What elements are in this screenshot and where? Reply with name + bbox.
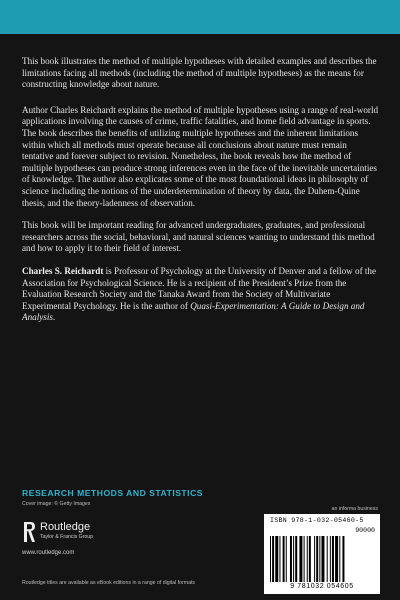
author-bio-text: is Professor of Psychology at the University of Denver and a fellow of the Association for Psychological Science. He is a recipient of the President’s Prize from the Evaluation Research Society and the Tanaka Award from the Society of Multivariate Experimental Psychology. He is the author of xyxy=(22,265,377,311)
publisher-group: Taylor & Francis Group xyxy=(40,534,94,540)
series-title: RESEARCH METHODS AND STATISTICS xyxy=(22,488,204,498)
barcode-digits: 9 781032 054605 xyxy=(290,583,354,590)
barcode-bar xyxy=(304,536,305,582)
barcode-bar xyxy=(270,536,271,582)
barcode-bar xyxy=(327,536,328,582)
barcode-bar xyxy=(290,536,292,582)
isbn-text: ISBN 978-1-032-05460-5 xyxy=(270,517,364,524)
informa-business-tag: an informa business xyxy=(331,506,378,512)
blurb-paragraph-1: This book illustrates the method of multiple hypotheses with detailed examples and describes the limitations facing all methods (including the method of multiple hypotheses) as the means for constructing knowledge about nature. xyxy=(22,56,377,90)
barcode-bar xyxy=(286,536,287,582)
barcode-bar xyxy=(307,536,308,582)
barcode-bar xyxy=(316,536,318,582)
top-color-band xyxy=(0,0,400,34)
blurb-paragraph-3: This book will be important reading for advanced undergraduates, graduates, and professional researchers across the social, behavioral, and natural sciences wanting to understand this method and how to apply it to their field of interest. xyxy=(22,220,375,254)
author-book-title: Quasi-Experimentation: A Guide to Design and Analysis xyxy=(22,300,365,323)
barcode-bar xyxy=(295,536,297,582)
barcode-bar xyxy=(275,536,278,582)
barcode-bar xyxy=(321,536,324,582)
routledge-r-logo-icon xyxy=(22,521,36,543)
barcode-bars xyxy=(270,536,374,582)
publisher-logo xyxy=(22,520,142,546)
isbn-barcode xyxy=(264,514,380,594)
barcode-bar xyxy=(330,536,331,582)
barcode-bar xyxy=(299,536,302,582)
author-bio xyxy=(22,266,380,324)
author-name: Charles S. Reichardt xyxy=(22,265,104,276)
barcode-bar xyxy=(342,536,344,582)
barcode-bar xyxy=(319,536,320,582)
barcode-bar xyxy=(335,536,338,582)
barcode-bar xyxy=(314,536,315,582)
barcode-bar xyxy=(332,536,334,582)
blurb-paragraph-2: Author Charles Reichardt explains the method of multiple hypotheses using a range of real-world applications involving the causes of crime, traffic fatalities, and home field advantage in sports. The book describes the benefits of utilizing multiple hypotheses and the inherent limitations within which all methods must operate because all conclusions about nature must remain tentative and forever subject to revision. Nonetheless, the book reveals how the method of multiple hypotheses can produce strong inferences even in the face of the inevitable uncertainties of knowledge. The author also explicates some of the most foundational ideas in philosophy of science including the notions of the underdetermination of theory by data, the Duhem-Quine thesis, and the theory-ladenness of observation. xyxy=(22,104,379,208)
barcode-bar xyxy=(283,536,285,582)
barcode-bar xyxy=(293,536,294,582)
author-bio-end: . xyxy=(52,312,56,323)
publisher-website: www.routledge.com xyxy=(22,550,75,556)
barcode-bar xyxy=(279,536,280,582)
cover-image-credit: Cover image: © Getty Images xyxy=(22,501,91,507)
barcode-bar xyxy=(309,536,311,582)
ebook-availability-note: Routledge titles are available as eBook editions in a range of digital formats xyxy=(22,580,196,586)
publisher-name: Routledge xyxy=(40,521,91,533)
barcode-bar xyxy=(272,536,274,582)
barcode-bar xyxy=(339,536,340,582)
back-cover-blurb xyxy=(22,56,380,335)
price-code: 90000 xyxy=(355,527,375,534)
